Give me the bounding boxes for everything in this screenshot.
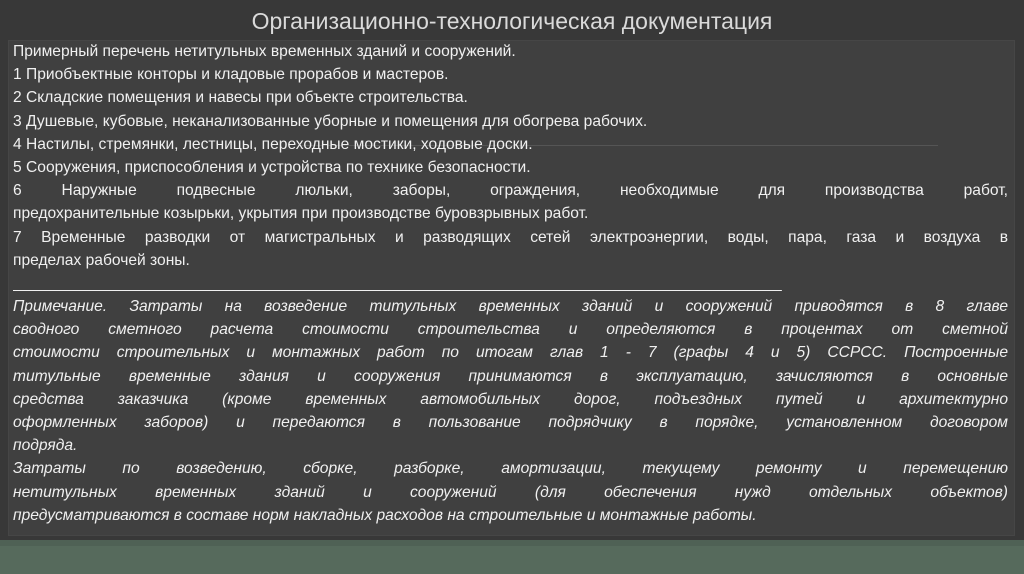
list-item-7-cont: пределах рабочей зоны. xyxy=(13,251,190,269)
note-line: сводного сметного расчета стоимости строительства и определяются в процентах от сметной xyxy=(13,321,1008,339)
note-line: Примечание. Затраты на возведение титульных временных зданий и сооружений приводятся в 8 главе xyxy=(13,298,1008,316)
note-line: предусматриваются в составе норм накладных расходов на строительные и монтажные работы. xyxy=(13,506,757,524)
note-line: средства заказчика (кроме временных автомобильных дорог, подъездных путей и архитектурно xyxy=(13,390,1008,408)
list-item-5: 5 Сооружения, приспособления и устройства по технике безопасности. xyxy=(13,159,531,177)
note-line: титульные временные здания и сооружения принимаются в эксплуатацию, зачисляются в основные xyxy=(13,367,1008,385)
list-item-2: 2 Складские помещения и навесы при объекте строительства. xyxy=(13,89,468,107)
note-line: нетитульных временных зданий и сооружений (для обеспечения нужд отдельных объектов) xyxy=(13,483,1008,501)
list-item-6: 6 Наружные подвесные люльки, заборы, ограждения, необходимые для производства работ, xyxy=(13,182,1008,200)
intro-line: Примерный перечень нетитульных временных зданий и сооружений. xyxy=(13,43,516,60)
body-text xyxy=(13,40,1008,527)
note-line: оформленных заборов) и передаются в пользование подрядчику в порядке, установленном договором xyxy=(13,414,1008,432)
slide-title: Организационно-технологическая документация xyxy=(251,8,773,34)
underscore-separator: ______________________________________________________________________________________________ xyxy=(13,275,782,293)
list-item-4: 4 Настилы, стремянки, лестницы, переходные мостики, ходовые доски. xyxy=(13,135,533,153)
list-item-7: 7 Временные разводки от магистральных и разводящих сетей электроэнергии, воды, пара, газа и воздуха в xyxy=(13,228,1008,246)
bottom-band-inner xyxy=(0,546,1024,574)
list-item-1: 1 Приобъектные конторы и кладовые прорабов и мастеров. xyxy=(13,66,449,84)
note-line: стоимости строительных и монтажных работ по итогам глав 1 - 7 (графы 4 и 5) ССРСС. Построенные xyxy=(13,344,1008,362)
list-item-6-cont: предохранительные козырьки, укрытия при производстве буровзрывных работ. xyxy=(13,205,589,223)
list-item-3: 3 Душевые, кубовые, неканализованные уборные и помещения для обогрева рабочих. xyxy=(13,112,648,130)
note-line: подряда. xyxy=(13,437,78,455)
note-line: Затраты по возведению, сборке, разборке, амортизации, текущему ремонту и перемещению xyxy=(13,460,1008,478)
bottom-band xyxy=(0,540,1024,574)
